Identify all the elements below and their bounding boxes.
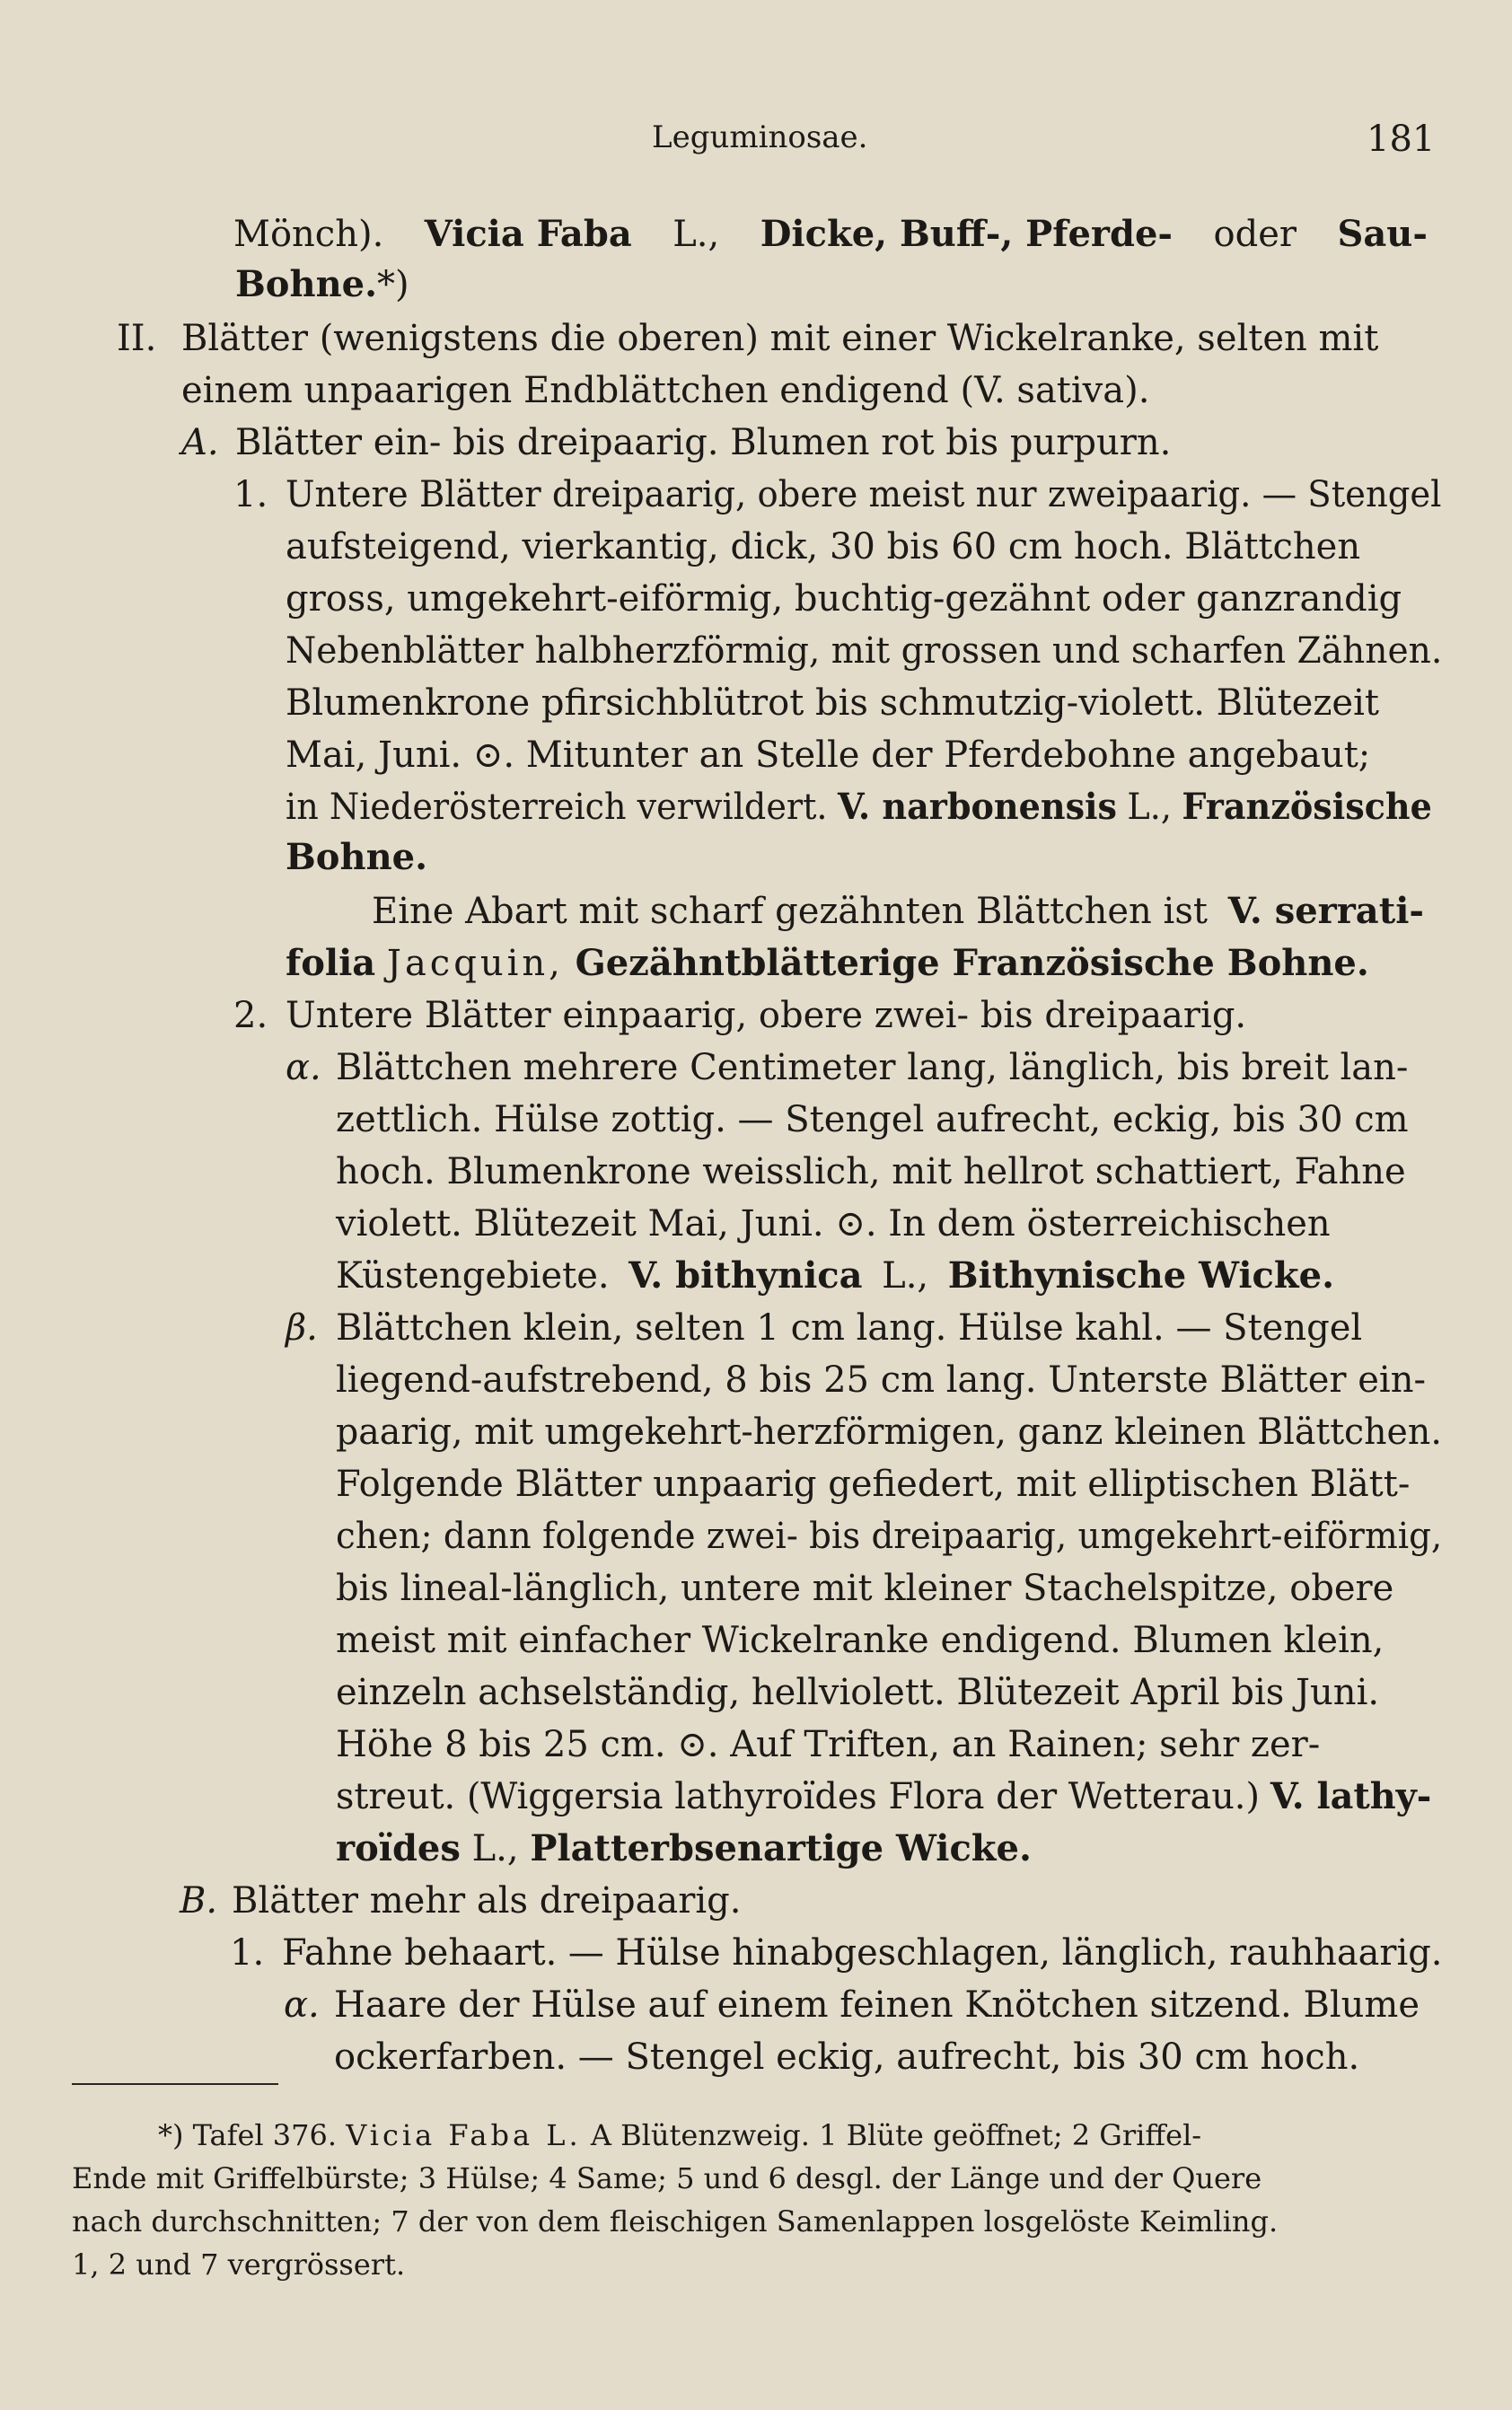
- text-line: Haare der Hülse auf einem feinen Knötchen sitzend. Blume: [334, 1984, 1420, 2026]
- author-name: Jacquin,: [386, 943, 564, 984]
- text-line: Blättchen mehrere Centimeter lang, länglich, bis breit lan-: [336, 1047, 1409, 1088]
- text-line: aufsteigend, vierkantig, dick, 30 bis 60 cm hoch. Blättchen: [286, 526, 1361, 567]
- text-line: Küstengebiete. V. bithynica L., Bithynische Wicke.: [336, 1254, 1334, 1297]
- text-line: Untere Blätter dreipaarig, obere meist nur zweipaarig. — Stengel: [286, 474, 1442, 515]
- text-line: paarig, mit umgekehrt-herzförmigen, ganz kleinen Blättchen.: [336, 1412, 1442, 1453]
- text-line: in Niederösterreich verwildert. V. narbonensis L., Französische: [286, 786, 1432, 828]
- footnote-line: Ende mit Griffelbürste; 3 Hülse; 4 Same; 5 und 6 desgl. der Länge und der Quere: [72, 2161, 1262, 2195]
- text-line: [235, 262, 409, 307]
- text-line: Nebenblätter halbherzförmig, mit grossen und scharfen Zähnen.: [286, 630, 1443, 672]
- text-line: streut. (Wiggersia lathyroïdes Flora der Wetterau.) V. lathy-: [336, 1775, 1432, 1817]
- text-line: ockerfarben. — Stengel eckig, aufrecht, bis 30 cm hoch.: [334, 2036, 1360, 2078]
- common-name: Französische: [1182, 786, 1432, 828]
- common-name: Platterbsenartige Wicke.: [530, 1827, 1032, 1869]
- section-marker: β.: [286, 1307, 318, 1349]
- text-line: einem unpaarigen Endblättchen endigend (V. sativa).: [181, 370, 1150, 411]
- text-line: Folgende Blätter unpaarig gefiedert, mit elliptischen Blätt-: [336, 1464, 1411, 1505]
- text-line: Blättchen klein, selten 1 cm lang. Hülse kahl. — Stengel: [336, 1307, 1363, 1349]
- species-name: V. narbonensis: [837, 786, 1117, 828]
- common-name: Bohne.: [286, 836, 428, 878]
- section-marker: 1.: [230, 1932, 265, 1974]
- section-marker: α.: [286, 1047, 321, 1088]
- text-line: hoch. Blumenkrone weisslich, mit hellrot schattiert, Fahne: [336, 1151, 1406, 1192]
- section-marker: B.: [180, 1880, 218, 1922]
- text-line: zettlich. Hülse zottig. — Stengel aufrecht, eckig, bis 30 cm: [336, 1099, 1409, 1140]
- section-marker: 2.: [233, 995, 268, 1036]
- species-name: V. bithynica: [629, 1254, 863, 1297]
- text-line: gross, umgekehrt-eiförmig, buchtig-gezähnt oder ganzrandig: [286, 578, 1402, 620]
- text-line: chen; dann folgende zwei- bis dreipaarig, umgekehrt-eiförmig,: [336, 1516, 1443, 1557]
- text-line: Blumenkrone pfirsichblütrot bis schmutzig-violett. Blütezeit: [286, 682, 1379, 724]
- footnote-line: 1, 2 und 7 vergrössert.: [72, 2247, 406, 2282]
- text-line: meist mit einfacher Wickelranke endigend. Blumen klein,: [336, 1620, 1385, 1661]
- section-marker: α.: [284, 1984, 320, 2026]
- footnote-ref: *): [377, 264, 409, 305]
- text-line: Mönch). Vicia Faba L., Dicke, Buff-, Pferde- oder Sau-: [233, 213, 1428, 255]
- footnote-line: nach durchschnitten; 7 der von dem fleischigen Samenlappen losgelöste Keimling.: [72, 2204, 1279, 2238]
- common-name: Bohne.: [235, 263, 378, 305]
- text-line: Höhe 8 bis 25 cm. ⊙. Auf Triften, an Rainen; sehr zer-: [336, 1724, 1321, 1765]
- common-name: Gezähntblätterige Französische Bohne.: [575, 942, 1369, 984]
- species-name: Vicia Faba: [424, 213, 632, 255]
- species-name: V. serrati-: [1227, 890, 1424, 932]
- species-name: Vicia Faba L.: [346, 2118, 582, 2152]
- header-title: Leguminosae.: [652, 119, 868, 155]
- common-name: Bithynische Wicke.: [947, 1254, 1334, 1297]
- section-marker: II.: [117, 318, 157, 359]
- text-line: violett. Blütezeit Mai, Juni. ⊙. In dem österreichischen: [336, 1203, 1331, 1245]
- text-line: liegend-aufstrebend, 8 bis 25 cm lang. Unterste Blätter ein-: [336, 1359, 1426, 1401]
- page-number: 181: [1367, 119, 1436, 160]
- species-name: roïdes: [336, 1827, 461, 1869]
- text-line: Mai, Juni. ⊙. Mitunter an Stelle der Pferdebohne angebaut;: [286, 734, 1371, 776]
- footnote-divider: [72, 2083, 278, 2085]
- text-line: Blätter (wenigstens die oberen) mit einer Wickelranke, selten mit: [181, 318, 1379, 359]
- text-line: roïdes L., Platterbsenartige Wicke.: [336, 1827, 1032, 1869]
- text-line: Eine Abart mit scharf gezähnten Blättchen ist V. serrati-: [372, 890, 1424, 932]
- text-line: einzeln achselständig, hellviolett. Blütezeit April bis Juni.: [336, 1672, 1380, 1713]
- section-marker: A.: [181, 422, 219, 463]
- species-name: V. lathy-: [1270, 1775, 1432, 1817]
- common-name: Sau-: [1337, 213, 1428, 255]
- text-line: Untere Blätter einpaarig, obere zwei- bis dreipaarig.: [286, 995, 1247, 1036]
- footnote-line: *) Tafel 376. Vicia Faba L. A Blütenzweig. 1 Blüte geöffnet; 2 Griffel-: [158, 2118, 1202, 2152]
- text-line: bis lineal-länglich, untere mit kleiner Stachelspitze, obere: [336, 1568, 1394, 1609]
- text-line: Fahne behaart. — Hülse hinabgeschlagen, länglich, rauhhaarig.: [282, 1932, 1443, 1974]
- text-line: Blätter mehr als dreipaarig.: [232, 1880, 742, 1922]
- text-line: Blätter ein- bis dreipaarig. Blumen rot bis purpurn.: [235, 422, 1172, 463]
- species-name: folia: [286, 942, 376, 984]
- section-marker: 1.: [233, 474, 268, 515]
- text-line: [286, 941, 1369, 986]
- common-name: Dicke, Buff-, Pferde-: [760, 213, 1173, 255]
